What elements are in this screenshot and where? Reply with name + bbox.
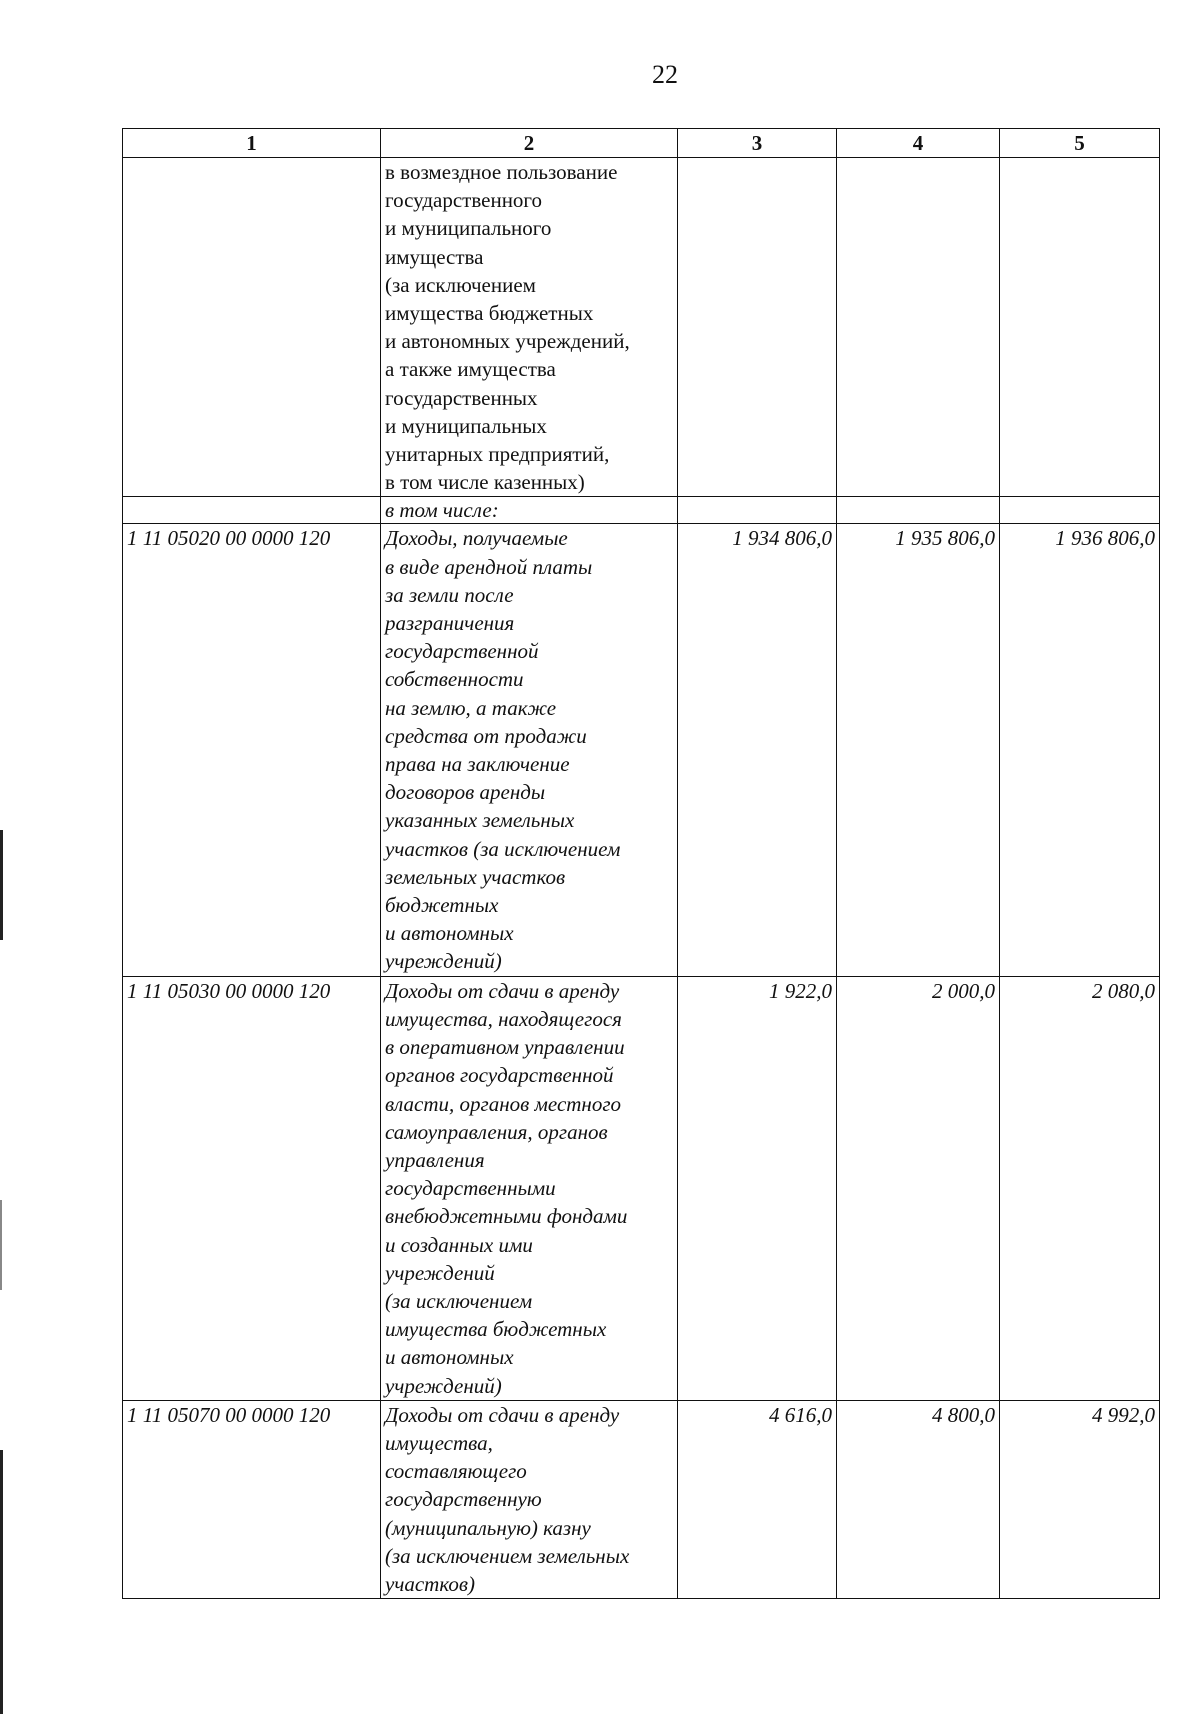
value-cell-year3: 2 080,0	[1000, 976, 1160, 1400]
table-row-continuation	[123, 158, 1160, 497]
value-cell-year2: 4 800,0	[837, 1400, 1000, 1598]
value-cell-year1: 1 934 806,0	[678, 524, 837, 976]
description-cell: Доходы, получаемые в виде арендной платы за земли после разграничения государственной собственности на землю, а также средства от продажи права на заключение договоров аренды указанных земельных участков (за исключением земельных участков бюджетных и автономных учреждений)	[381, 524, 678, 976]
value-cell	[678, 497, 837, 524]
description-cell: Доходы от сдачи в аренду имущества, составляющего государственную (муниципальную) казну (за исключением земельных участков)	[381, 1400, 678, 1598]
table-row-subheading	[123, 497, 1160, 524]
scan-edge-mark	[0, 1200, 2, 1290]
continuation-description: в возмездное пользование государственного и муниципального имущества (за исключением имущества бюджетных и автономных учреждений, а также имущества государственных и муниципальных унитарных предприятий, в том числе казенных)	[381, 158, 678, 497]
value-cell-year3: 4 992,0	[1000, 1400, 1160, 1598]
value-cell-year3: 1 936 806,0	[1000, 524, 1160, 976]
column-header: 2	[381, 129, 678, 158]
code-cell: 1 11 05020 00 0000 120	[123, 524, 381, 976]
value-cell	[1000, 497, 1160, 524]
value-cell	[678, 158, 837, 497]
table-row	[123, 1400, 1160, 1598]
value-cell	[837, 497, 1000, 524]
column-header: 4	[837, 129, 1000, 158]
page-number: 22	[652, 60, 678, 89]
value-cell	[1000, 158, 1160, 497]
value-cell-year1: 1 922,0	[678, 976, 837, 1400]
column-header: 1	[123, 129, 381, 158]
subheading-cell: в том числе:	[381, 497, 678, 524]
budget-table	[122, 128, 1160, 1599]
value-cell-year2: 2 000,0	[837, 976, 1000, 1400]
table-row	[123, 524, 1160, 976]
column-header: 3	[678, 129, 837, 158]
scan-edge-mark	[0, 1450, 3, 1714]
scan-edge-mark	[0, 830, 3, 940]
value-cell-year2: 1 935 806,0	[837, 524, 1000, 976]
value-cell	[837, 158, 1000, 497]
code-cell	[123, 497, 381, 524]
description-cell: Доходы от сдачи в аренду имущества, находящегося в оперативном управлении органов государственной власти, органов местного самоуправления, органов управления государственными внебюджетными фондами и созданных ими учреждений (за исключением имущества бюджетных и автономных учреждений)	[381, 976, 678, 1400]
code-cell	[123, 158, 381, 497]
table-row	[123, 976, 1160, 1400]
code-cell: 1 11 05030 00 0000 120	[123, 976, 381, 1400]
header-row	[123, 129, 1160, 158]
value-cell-year1: 4 616,0	[678, 1400, 837, 1598]
column-header: 5	[1000, 129, 1160, 158]
code-cell: 1 11 05070 00 0000 120	[123, 1400, 381, 1598]
